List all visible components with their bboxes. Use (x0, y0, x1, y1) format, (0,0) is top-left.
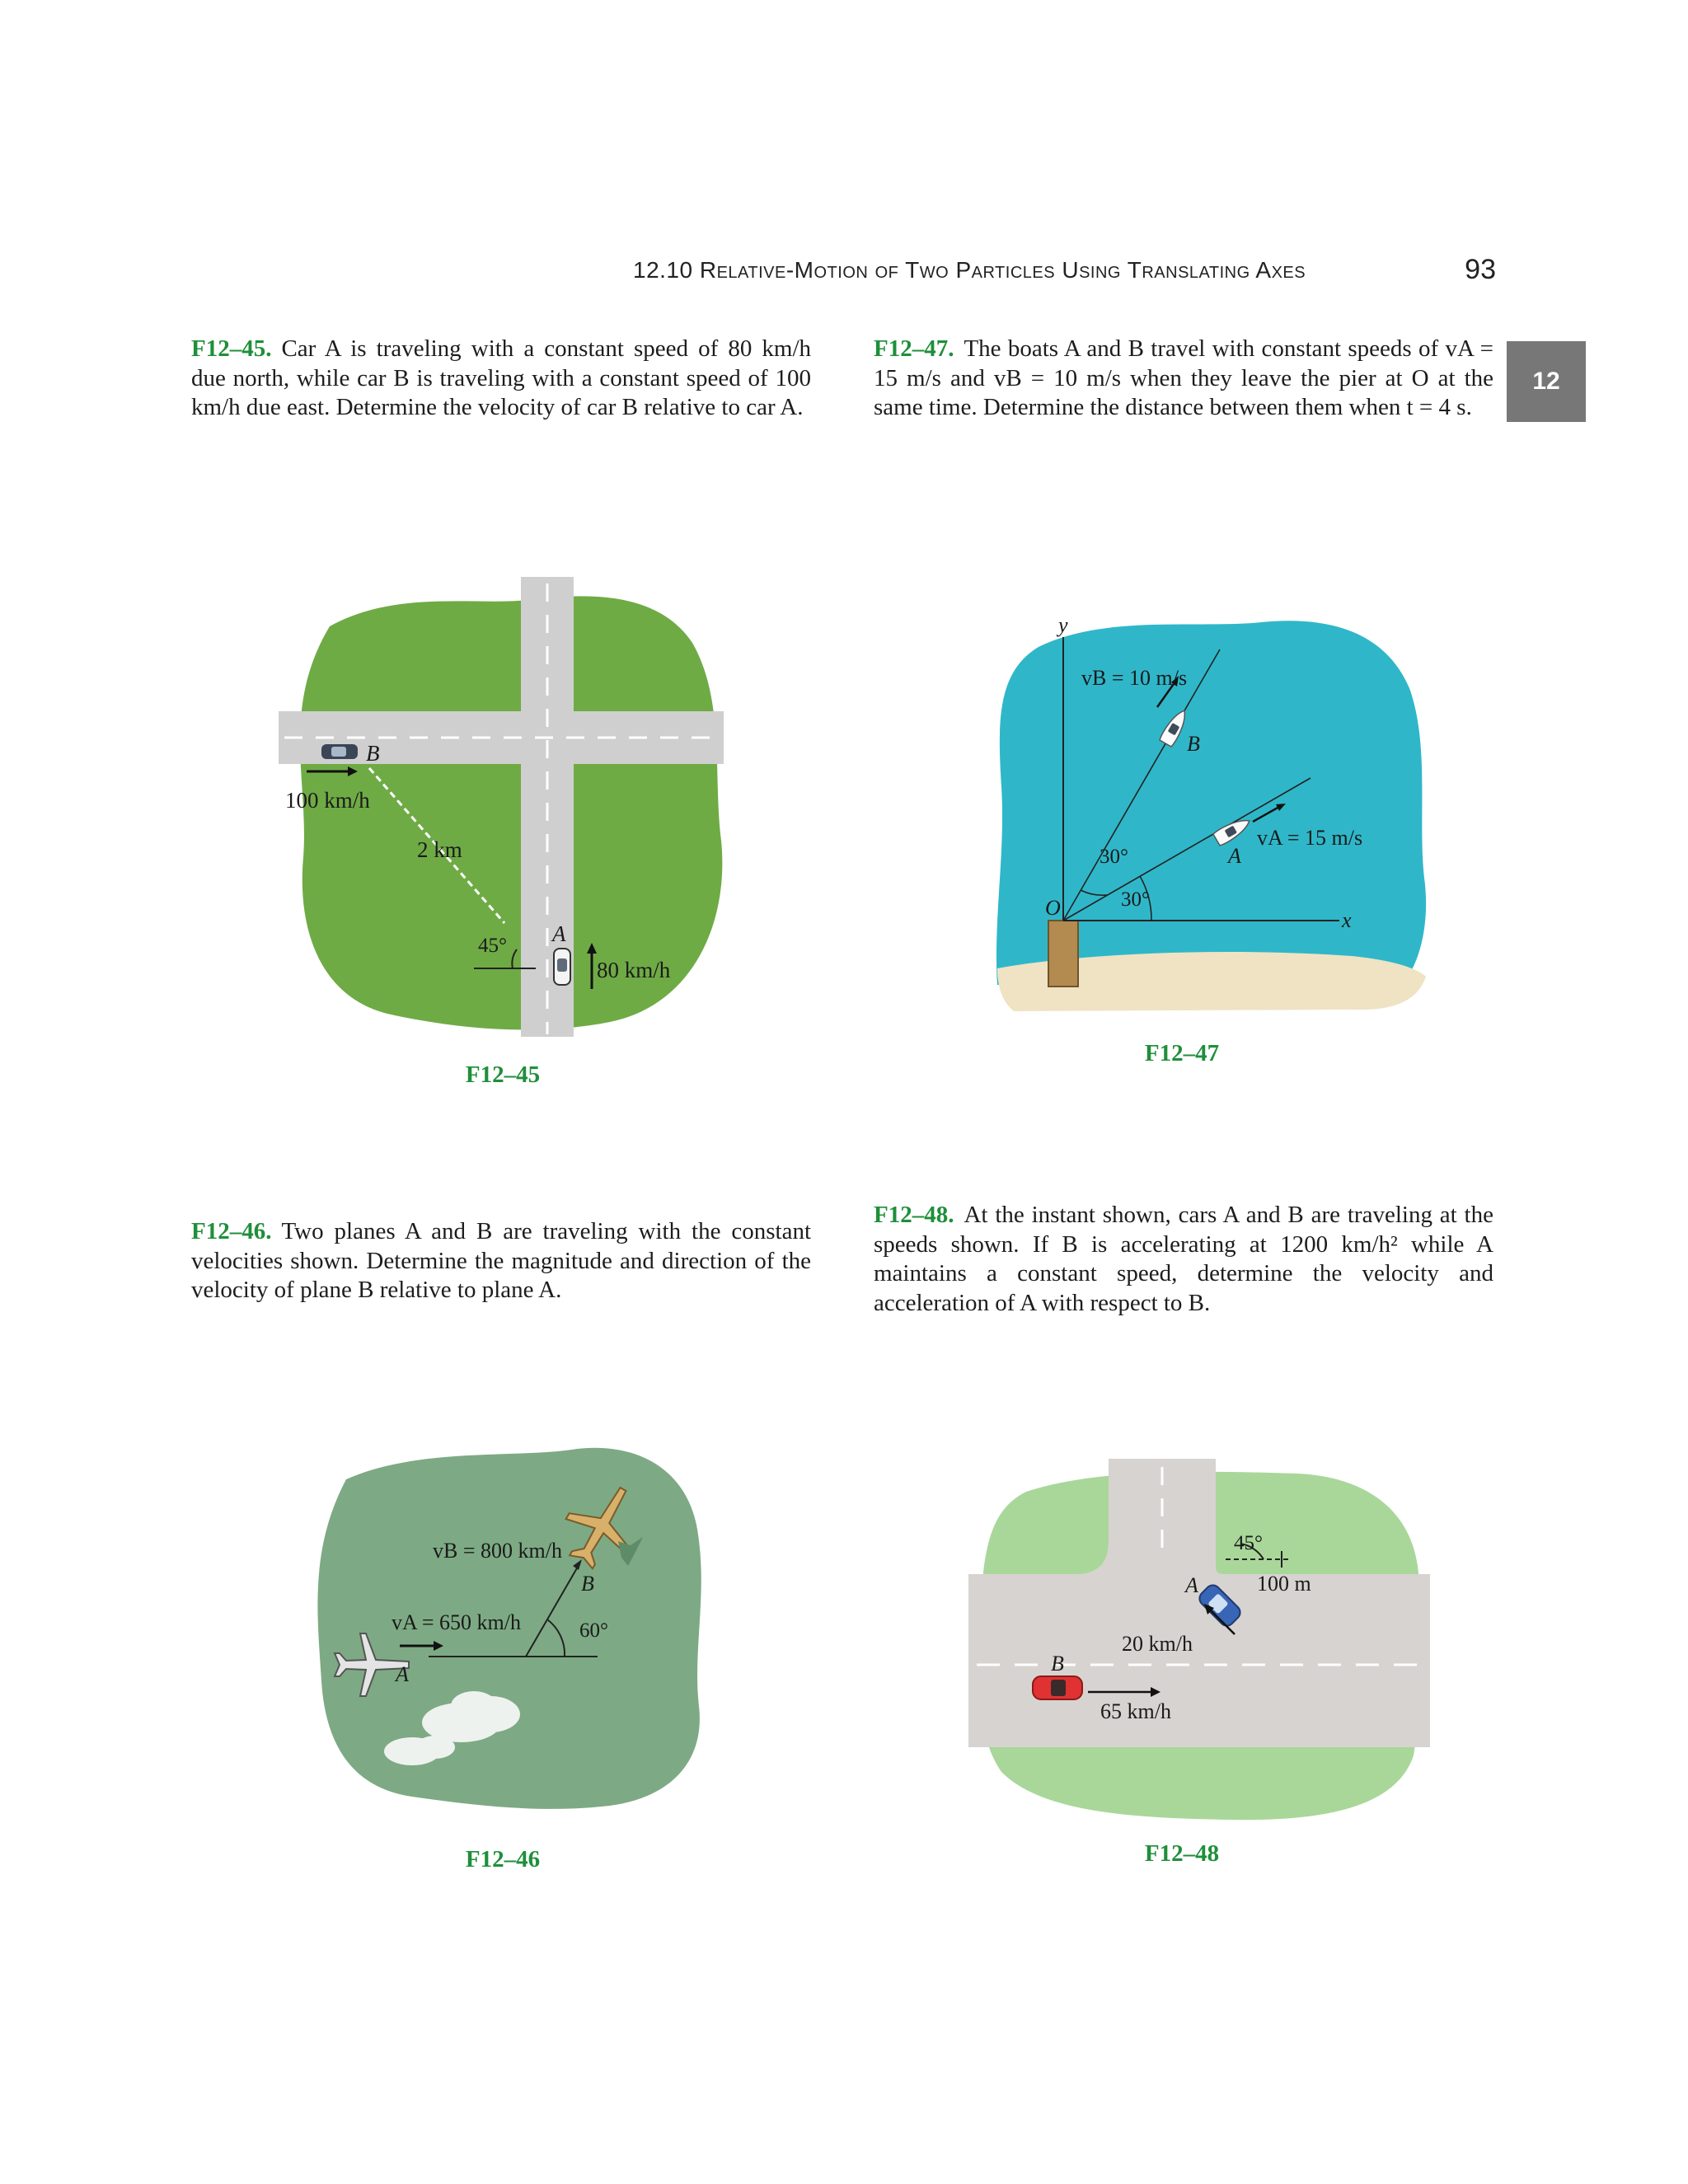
label-angle-upper: 30° (1100, 846, 1128, 868)
problem-f12-48 (874, 1201, 1493, 1318)
caption-f12-46: F12–46 (465, 1846, 541, 1872)
label-axis-x: x (1342, 908, 1352, 932)
figure-f12-47 (989, 606, 1434, 1018)
label-distance: 2 km (417, 837, 462, 862)
label-a: A (552, 921, 566, 946)
label-b: B (1051, 1652, 1064, 1675)
car-b (321, 744, 358, 759)
car-b (1033, 1676, 1082, 1699)
problem-text: The boats A and B travel with constant speeds of vA = 15 m/s and vB = 10 m/s when they leave the pier at O at the same time. Determine the distance between them when t = 4 s. (874, 335, 1493, 420)
caption-f12-47: F12–47 (1144, 1040, 1220, 1066)
label-vb: vB = 800 km/h (433, 1539, 562, 1563)
label-b: B (1187, 732, 1200, 756)
label-distance: 100 m (1257, 1572, 1311, 1596)
problem-id: F12–47. (874, 335, 954, 362)
label-speed-a: 20 km/h (1122, 1632, 1193, 1656)
running-header-title: 12.10 Relative-Motion of Two Particles Using Translating Axes (633, 257, 1306, 283)
label-a: A (1228, 844, 1241, 868)
label-a: A (396, 1662, 409, 1686)
caption-f12-48: F12–48 (1144, 1840, 1220, 1867)
page-number: 93 (1465, 254, 1496, 285)
car-a (554, 949, 570, 985)
label-angle: 45° (1234, 1532, 1263, 1554)
problem-f12-47 (874, 335, 1493, 423)
label-angle: 60° (579, 1619, 608, 1642)
label-va: vA = 15 m/s (1257, 826, 1363, 850)
figure-f12-46 (305, 1434, 717, 1821)
problem-id: F12–46. (191, 1218, 272, 1244)
label-speed-b: 65 km/h (1100, 1699, 1171, 1723)
label-axis-y: y (1058, 613, 1068, 637)
label-a: A (1185, 1573, 1198, 1597)
problem-id: F12–45. (191, 335, 272, 362)
pier (1048, 921, 1078, 987)
figure-f12-48 (968, 1459, 1430, 1821)
problem-f12-46 (191, 1217, 811, 1305)
chapter-tab: 12 (1507, 341, 1586, 422)
label-va: vA = 650 km/h (392, 1610, 521, 1634)
caption-f12-45: F12–45 (465, 1062, 541, 1088)
label-b: B (581, 1572, 594, 1596)
label-vb: vB = 10 m/s (1081, 666, 1188, 690)
label-angle: 45° (478, 935, 507, 957)
label-angle-lower: 30° (1121, 888, 1150, 911)
problem-text: At the instant shown, cars A and B are traveling at the speeds shown. If B is accelerating at 1200 km/h² while A maintains a constant speed, determine the velocity and acceleration of A with respect to B. (874, 1202, 1493, 1316)
problem-id: F12–48. (874, 1202, 954, 1228)
label-b: B (366, 741, 380, 766)
problem-text: Two planes A and B are traveling with the constant velocities shown. Determine the magnitude and direction of the velocity of plane B relative to plane A. (191, 1218, 811, 1303)
label-speed-a: 80 km/h (597, 958, 671, 982)
label-speed-b: 100 km/h (285, 788, 370, 813)
problem-f12-45 (191, 335, 811, 423)
problem-text: Car A is traveling with a constant speed of 80 km/h due north, while car B is traveling with a constant speed of 100 km/h due east. Determine the velocity of car B relative to car A. (191, 335, 811, 420)
label-origin: O (1045, 896, 1061, 920)
figure-f12-45 (264, 577, 742, 1047)
